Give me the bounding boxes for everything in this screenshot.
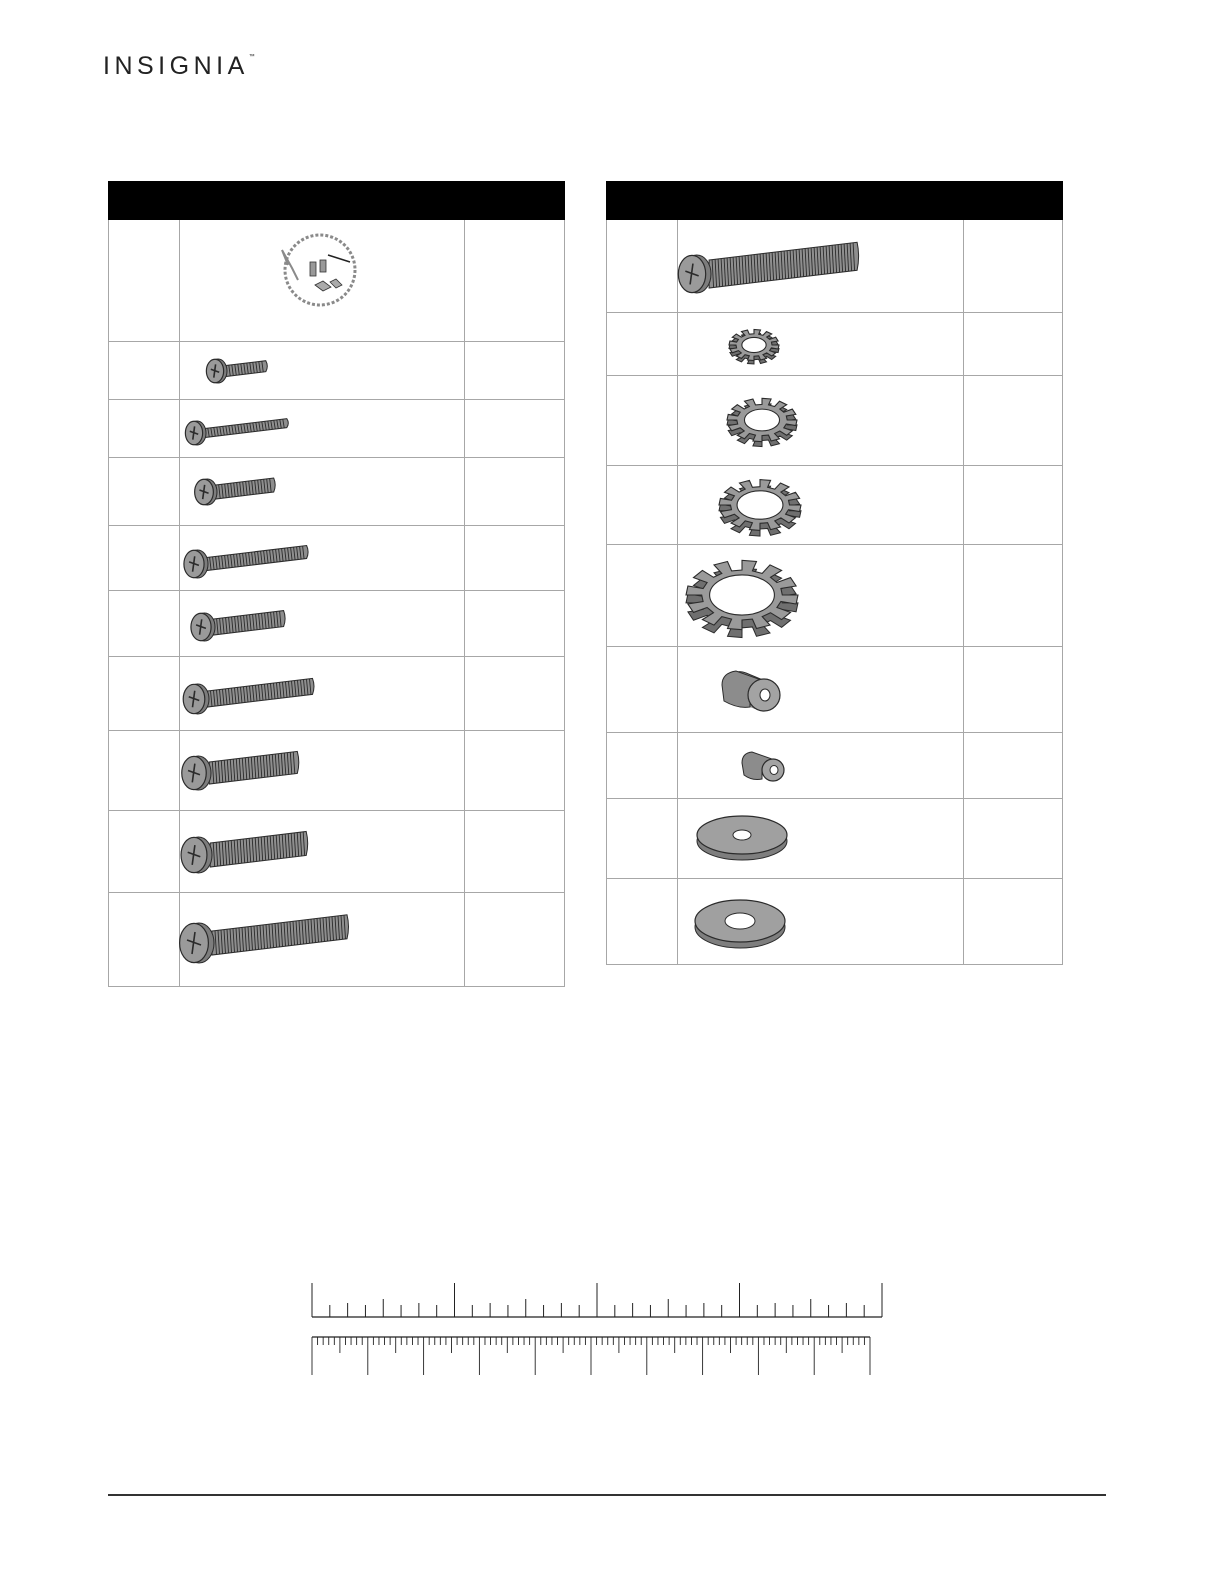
table-row [109,657,565,731]
screw-icon [180,893,465,987]
item-cell [607,879,678,965]
qty-cell [465,591,565,657]
qty-cell [465,220,565,342]
qty-cell [964,220,1063,313]
qty-cell [465,657,565,731]
image-cell [180,400,465,458]
image-cell [180,893,465,987]
image-cell [180,342,465,400]
image-cell [678,799,964,879]
table-row [109,811,565,893]
header-cell-qty [964,182,1063,220]
table-row [607,313,1063,376]
screw-icon [180,591,465,657]
image-cell [678,647,964,733]
qty-cell [964,376,1063,466]
trademark-mark: ™ [248,54,255,60]
table-row [109,458,565,526]
spacer-icon [678,733,964,799]
lock-washer-icon [678,376,964,466]
header-cell-description [180,182,465,220]
table-row [109,220,565,342]
flat-washer-icon [678,799,964,879]
item-cell [109,811,180,893]
item-cell [109,220,180,342]
item-cell [109,342,180,400]
hardware-table-left [108,181,565,987]
item-cell [607,376,678,466]
measurement-ruler [300,1275,900,1385]
lock-washer-icon [678,545,964,647]
screw-icon [180,731,465,811]
table-header-row [109,182,565,220]
header-cell-qty [465,182,565,220]
item-cell [109,591,180,657]
table-row [607,466,1063,545]
item-cell [109,893,180,987]
image-cell [678,545,964,647]
image-cell [180,220,465,342]
hardware-bag-illustration [180,220,465,342]
qty-cell [465,811,565,893]
item-cell [607,733,678,799]
image-cell [180,458,465,526]
qty-cell [964,733,1063,799]
header-cell-description [678,182,964,220]
screw-icon [180,526,465,591]
screw-icon [180,458,465,526]
qty-cell [465,458,565,526]
table-row [109,526,565,591]
screw-icon [180,811,465,893]
screw-icon [180,400,465,458]
screw-icon [678,220,964,313]
image-cell [180,811,465,893]
image-cell [678,733,964,799]
table-row [109,893,565,987]
item-cell [607,799,678,879]
table-row [607,733,1063,799]
image-cell [678,879,964,965]
qty-cell [964,466,1063,545]
item-cell [109,400,180,458]
table-row [607,799,1063,879]
header-cell-item [607,182,678,220]
insignia-logo [103,52,255,81]
table-row [109,731,565,811]
image-cell [678,313,964,376]
image-cell [678,466,964,545]
screw-icon [180,342,465,400]
qty-cell [964,799,1063,879]
item-cell [109,526,180,591]
image-cell [180,591,465,657]
ruler-graphic [300,1275,900,1385]
item-cell [607,220,678,313]
flat-washer-icon [678,879,964,965]
table-row [607,545,1063,647]
item-cell [607,647,678,733]
screw-icon [180,657,465,731]
item-cell [109,731,180,811]
qty-cell [465,342,565,400]
footer-divider [108,1494,1106,1496]
qty-cell [465,893,565,987]
qty-cell [465,526,565,591]
spacer-icon [678,647,964,733]
item-cell [109,657,180,731]
table-row [607,647,1063,733]
qty-cell [964,313,1063,376]
qty-cell [465,731,565,811]
item-cell [607,313,678,376]
table-row [109,400,565,458]
lock-washer-icon [678,466,964,545]
qty-cell [964,545,1063,647]
table-row [109,591,565,657]
image-cell [678,220,964,313]
header-cell-item [109,182,180,220]
image-cell [180,526,465,591]
lock-washer-icon [678,313,964,376]
hardware-table-right [606,181,1063,965]
table-row [607,879,1063,965]
item-cell [109,458,180,526]
item-cell [607,545,678,647]
table-header-row [607,182,1063,220]
table-row [607,376,1063,466]
item-cell [607,466,678,545]
qty-cell [964,647,1063,733]
image-cell [678,376,964,466]
image-cell [180,731,465,811]
image-cell [180,657,465,731]
table-row [109,342,565,400]
table-row [607,220,1063,313]
logo-text: INSIGNIA [103,52,249,80]
qty-cell [964,879,1063,965]
qty-cell [465,400,565,458]
